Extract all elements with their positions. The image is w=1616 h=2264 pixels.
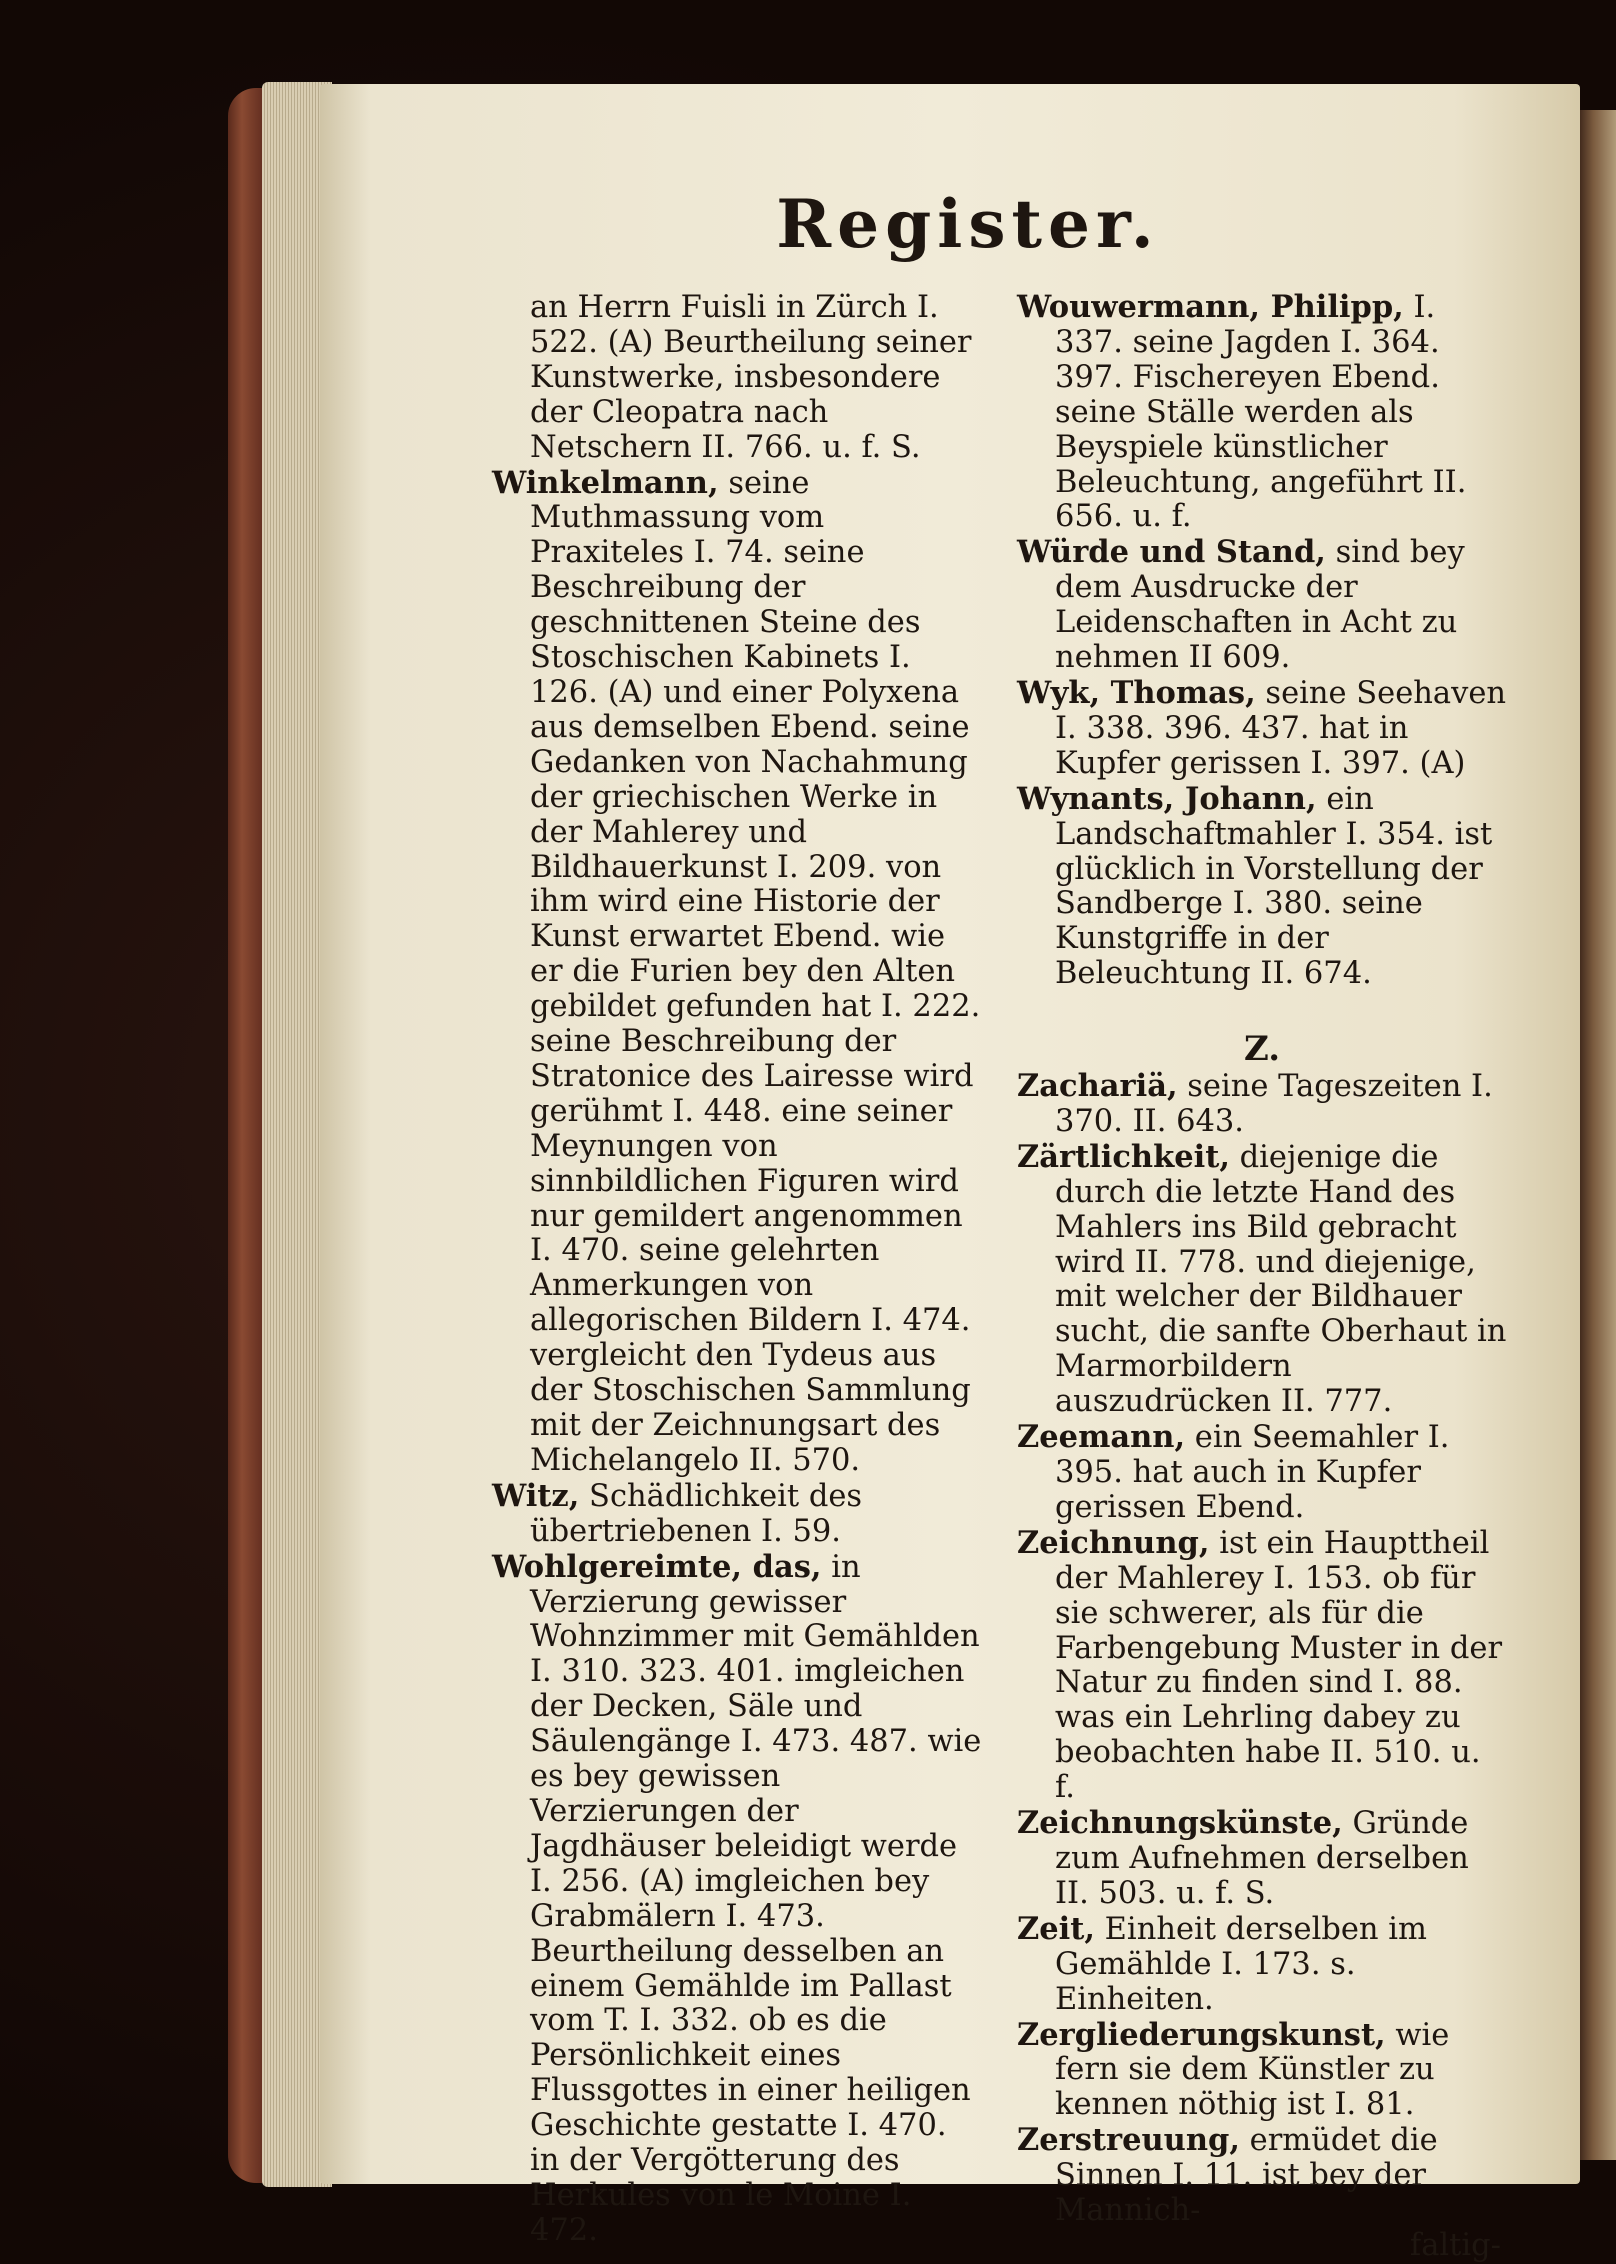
entry-text: ein Seemahler I. 395. hat auch in Kupfer gerissen Ebend. — [1055, 1420, 1450, 1525]
index-entry — [1017, 676, 1507, 782]
entry-term: Würde und Stand, — [1017, 534, 1326, 571]
entry-term: Wyk, Thomas, — [1017, 674, 1256, 711]
entry-term: Wouwermann, Philipp, — [1017, 289, 1404, 325]
index-entry — [1017, 535, 1507, 676]
entry-term: Zeichnung, — [1017, 1524, 1210, 1561]
index-entry — [1017, 1140, 1507, 1420]
section-letter-heading: Z. — [1243, 1029, 1281, 1070]
entry-term: Zergliederungskunst, — [1017, 2016, 1386, 2053]
entry-term: Wynants, Johann, — [1017, 780, 1317, 817]
entry-text: I. 337. seine Jagden I. 364. 397. Fischereyen Ebend. seine Ställe werden als Beyspiele künstlicher Beleuchtung, angeführt II. 656. u. f. — [1055, 290, 1467, 535]
entry-text: in Verzierung gewisser Wohnzimmer mit Gemählden I. 310. 323. 401. imgleichen der Decken, Säle und Säulengänge I. 473. 487. wie es bey gewissen Verzierungen der Jagdhäuser beleidigt werde I. 256. (A) imgleichen bey Grabmälern I. 473. Beurtheilung desselben an einem Gemählde im Pallast vom T. I. 332. ob es die Persönlichkeit eines Flussgottes in einer heiligen Geschichte gestatte I. 470. in der Vergötterung des Herkules von le Moine I. 472. — [530, 1549, 982, 2248]
catchword: faltig- — [1409, 2227, 1501, 2263]
entry-term: Winkelmann, — [492, 464, 719, 501]
entry-text: ermüdet die Sinnen I. 11. ist bey der Mannich- — [1055, 2123, 1438, 2229]
entry-term: Zachariä, — [1017, 1068, 1178, 1105]
page-heading: Register. — [776, 185, 1160, 263]
entry-text: Gründe zum Aufnehmen derselben II. 503. u. f. S. — [1055, 1806, 1469, 1911]
index-entry — [1017, 1912, 1507, 2018]
entry-term: Zeichnungskünste, — [1017, 1805, 1343, 1842]
entry-text: sind bey dem Ausdrucke der Leidenschaften in Acht zu nehmen II 609. — [1055, 535, 1465, 676]
facing-page-edge — [1578, 110, 1616, 2160]
entry-text: Schädlichkeit des übertriebenen I. 59. — [530, 1478, 863, 1549]
entry-text: seine Seehaven I. 338. 396. 437. hat in Kupfer gerissen I. 397. (A) — [1055, 675, 1507, 781]
entry-term: Zärtlichkeit, — [1017, 1138, 1230, 1175]
entry-text: diejenige die durch die letzte Hand des Mahlers ins Bild gebracht wird II. 778. und diejenige, mit welcher der Bildhauer sucht, die sanfte Oberhaut in Marmorbildern auszudrücken II. 777. — [1055, 1139, 1507, 1420]
index-entry — [1017, 1526, 1507, 1806]
entry-text: ist ein Haupttheil der Mahlerey I. 153. ob für sie schwerer, als für die Farbengebung Muster in der Natur zu finden sind I. 88. was ein Lehrling dabey zu beobachten habe II. 510. u. f. — [1055, 1525, 1503, 1806]
entry-term: Zeemann, — [1017, 1419, 1186, 1456]
index-entry — [1017, 2018, 1507, 2124]
entry-text: seine Muthmassung vom Praxiteles I. 74. seine Beschreibung der geschnittenen Steine des Stoschischen Kabinets I. 126. (A) und einer Polyxena aus demselben Ebend. seine Gedanken von Nachahmung der griechischen Werke in der Mahlerey und Bildhauerkunst I. 209. von ihm wird eine Historie der Kunst erwartet Ebend. wie er die Furien bey den Alten gebildet gefunden hat I. 222. seine Beschreibung der Stratonice des Lairesse wird gerühmt I. 448. eine seiner Meynungen von sinnbildlichen Figuren wird nur gemildert angenommen I. 470. seine gelehrten Anmerkungen von allegorischen Bildern I. 474. vergleicht den Tydeus aus der Stoschischen Sammlung mit der Zeichnungsart des Michelangelo II. 570. — [530, 465, 981, 1478]
right-column — [1017, 290, 1507, 2264]
index-entry — [1017, 290, 1507, 535]
index-entry — [1017, 1806, 1507, 1912]
entry-term: Wohlgereimte, das, — [492, 1548, 822, 1585]
index-entry — [1017, 1069, 1507, 1140]
left-column — [492, 290, 982, 2249]
index-entry — [492, 290, 982, 466]
index-entry — [1017, 2123, 1507, 2229]
entry-term: Zeit, — [1017, 1910, 1095, 1947]
entry-term: Witz, — [492, 1477, 580, 1514]
index-entry — [492, 466, 982, 1479]
index-entry — [492, 1479, 982, 1550]
entry-text: wie fern sie dem Künstler zu kennen nöthig ist I. 81. — [1055, 2017, 1450, 2123]
entry-text: an Herrn Fuisli in Zürch I. 522. (A) Beurtheilung seiner Kunstwerke, insbesondere der Cleopatra nach Netschern II. 766. u. f. S. — [530, 290, 972, 465]
entry-text: Einheit derselben im Gemählde I. 173. s. Einheiten. — [1055, 1911, 1427, 2017]
index-entry — [492, 1550, 982, 2249]
entry-text: ein Landschaftmahler I. 354. ist glücklich in Vorstellung der Sandberge I. 380. seine Kunstgriffe in der Beleuchtung II. 674. — [1055, 781, 1493, 992]
index-entry — [1017, 782, 1507, 992]
index-entry — [1017, 1420, 1507, 1526]
entry-term: Zerstreuung, — [1017, 2122, 1240, 2159]
entry-text: seine Tageszeiten I. 370. II. 643. — [1055, 1069, 1493, 1139]
